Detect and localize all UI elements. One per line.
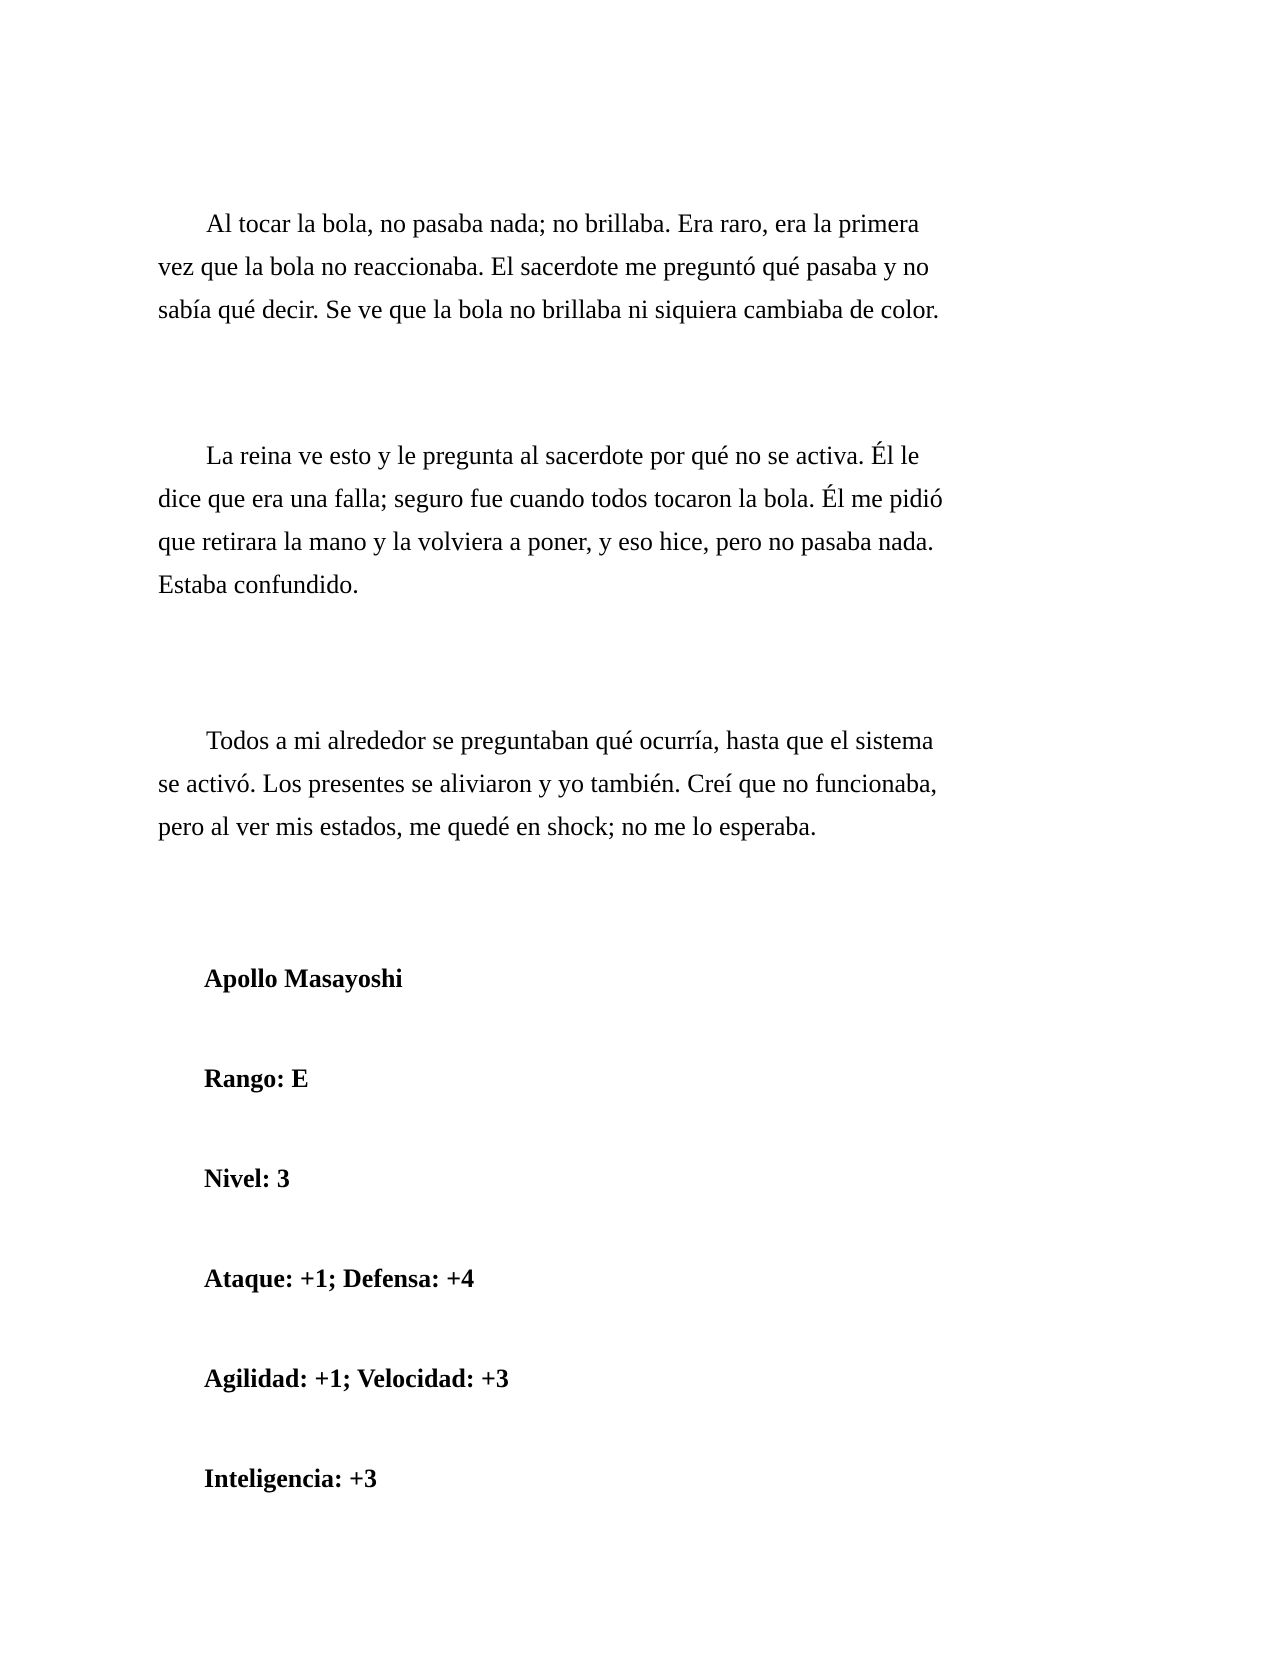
paragraph-3-line-2: se activó. Los presentes se aliviaron y yo también. Creí que no funcionaba, [158,769,938,798]
paragraph-2-line-3: que retirara la mano y la volviera a poner, y eso hice, pero no pasaba nada. [158,527,934,556]
paragraph-2-line-2: dice que era una falla; seguro fue cuando todos tocaron la bola. Él me pidió [158,484,943,513]
paragraph-1-line-3: sabía qué decir. Se ve que la bola no brillaba ni siquiera cambiaba de color. [158,295,940,324]
stat-inteligencia: Inteligencia: +3 [204,1464,377,1493]
paragraph-3 [158,719,937,848]
paragraph-1-line-1: Al tocar la bola, no pasaba nada; no brillaba. Era raro, era la primera [206,209,920,238]
paragraph-2-line-4: Estaba confundido. [158,570,359,599]
stat-agilidad-velocidad: Agilidad: +1; Velocidad: +3 [204,1364,509,1393]
paragraph-1 [158,202,939,331]
paragraph-2-line-1: La reina ve esto y le pregunta al sacerdote por qué no se activa. Él le [206,441,920,470]
stat-ataque-defensa: Ataque: +1; Defensa: +4 [204,1264,475,1293]
stat-character-name: Apollo Masayoshi [204,964,403,993]
paragraph-2 [158,434,943,606]
paragraph-1-line-2: vez que la bola no reaccionaba. El sacerdote me preguntó qué pasaba y no [158,252,929,281]
paragraph-3-line-3: pero al ver mis estados, me quedé en shock; no me lo esperaba. [158,812,817,841]
paragraph-3-line-1: Todos a mi alrededor se preguntaban qué ocurría, hasta que el sistema [206,726,934,755]
stat-nivel: Nivel: 3 [204,1164,290,1193]
stat-rango: Rango: E [204,1064,309,1093]
